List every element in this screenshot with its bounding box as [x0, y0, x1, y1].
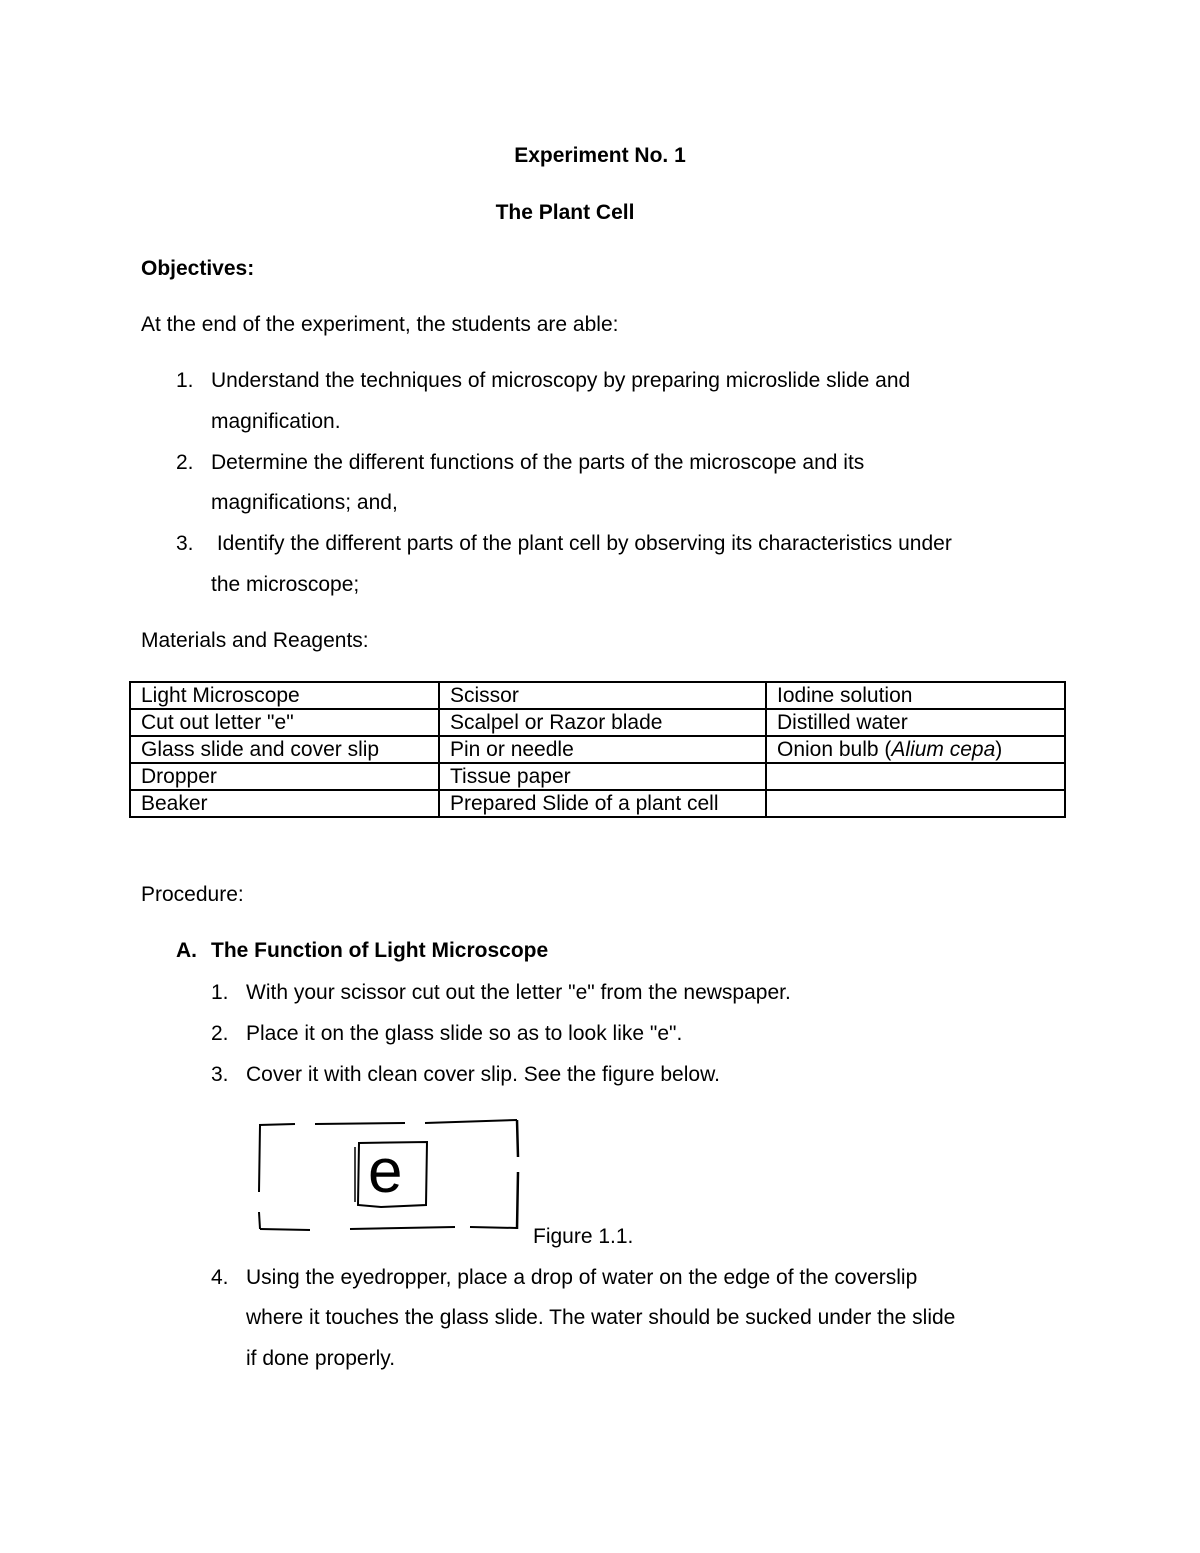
figure-caption: Figure 1.1. — [533, 1225, 634, 1248]
table-cell: Beaker — [130, 790, 439, 817]
table-cell: Scissor — [439, 682, 766, 709]
step-number: 4. — [211, 1266, 229, 1289]
procedure-heading: Procedure: — [141, 883, 244, 906]
table-row — [130, 790, 1065, 817]
section-letter: A. — [176, 939, 197, 962]
table-cell — [766, 763, 1065, 790]
step-text: With your scissor cut out the letter "e" from the newspaper. — [246, 981, 791, 1004]
table-cell-onion — [766, 736, 1065, 763]
table-row — [130, 709, 1065, 736]
onion-text: Onion bulb ( — [777, 738, 892, 761]
objective-number: 1. — [176, 369, 194, 392]
step-number: 2. — [211, 1022, 229, 1045]
step-number: 3. — [211, 1063, 229, 1086]
table-cell: Dropper — [130, 763, 439, 790]
objective-number: 2. — [176, 451, 194, 474]
objectives-intro: At the end of the experiment, the students are able: — [141, 313, 619, 336]
table-cell: Cut out letter "e" — [130, 709, 439, 736]
table-cell: Distilled water — [766, 709, 1065, 736]
experiment-number-text: Experiment No. 1 — [514, 144, 686, 167]
step-text: Place it on the glass slide so as to look like "e". — [246, 1022, 683, 1045]
document-title: The Plant Cell — [495, 201, 635, 224]
step-text: Cover it with clean cover slip. See the figure below. — [246, 1063, 720, 1086]
objective-3-line1: Identify the different parts of the plant cell by observing its characteristics under — [211, 532, 952, 555]
table-cell: Scalpel or Razor blade — [439, 709, 766, 736]
onion-species: Alium cepa — [891, 738, 996, 761]
step-4-line2: where it touches the glass slide. The water should be sucked under the slide — [246, 1306, 956, 1329]
figure-letter-e: e — [368, 1137, 403, 1206]
table-row — [130, 763, 1065, 790]
table-row — [130, 736, 1065, 763]
table-cell: Light Microscope — [130, 682, 439, 709]
objective-2-line1: Determine the different functions of the parts of the microscope and its — [211, 451, 865, 474]
table-cell — [766, 790, 1065, 817]
objective-3-line2: the microscope; — [211, 573, 360, 596]
onion-close: ) — [995, 738, 1003, 761]
objective-1-line1: Understand the techniques of microscopy by preparing microslide slide and — [211, 369, 911, 392]
experiment-number — [0, 144, 1200, 168]
table-cell: Tissue paper — [439, 763, 766, 790]
step-number: 1. — [211, 981, 229, 1004]
table-cell: Iodine solution — [766, 682, 1065, 709]
objective-2-line2: magnifications; and, — [211, 491, 398, 514]
step-4-line3: if done properly. — [246, 1347, 396, 1370]
objective-number: 3. — [176, 532, 194, 555]
table-cell: Pin or needle — [439, 736, 766, 763]
section-title: The Function of Light Microscope — [211, 939, 549, 962]
table-cell: Glass slide and cover slip — [130, 736, 439, 763]
materials-heading: Materials and Reagents: — [141, 629, 369, 652]
table-cell: Prepared Slide of a plant cell — [439, 790, 766, 817]
table-row — [130, 682, 1065, 709]
objectives-heading: Objectives: — [141, 257, 255, 280]
materials-table — [129, 681, 1066, 818]
step-4-line1: Using the eyedropper, place a drop of water on the edge of the coverslip — [246, 1266, 918, 1289]
glass-slide-figure — [255, 1117, 520, 1232]
objective-1-line2: magnification. — [211, 410, 341, 433]
